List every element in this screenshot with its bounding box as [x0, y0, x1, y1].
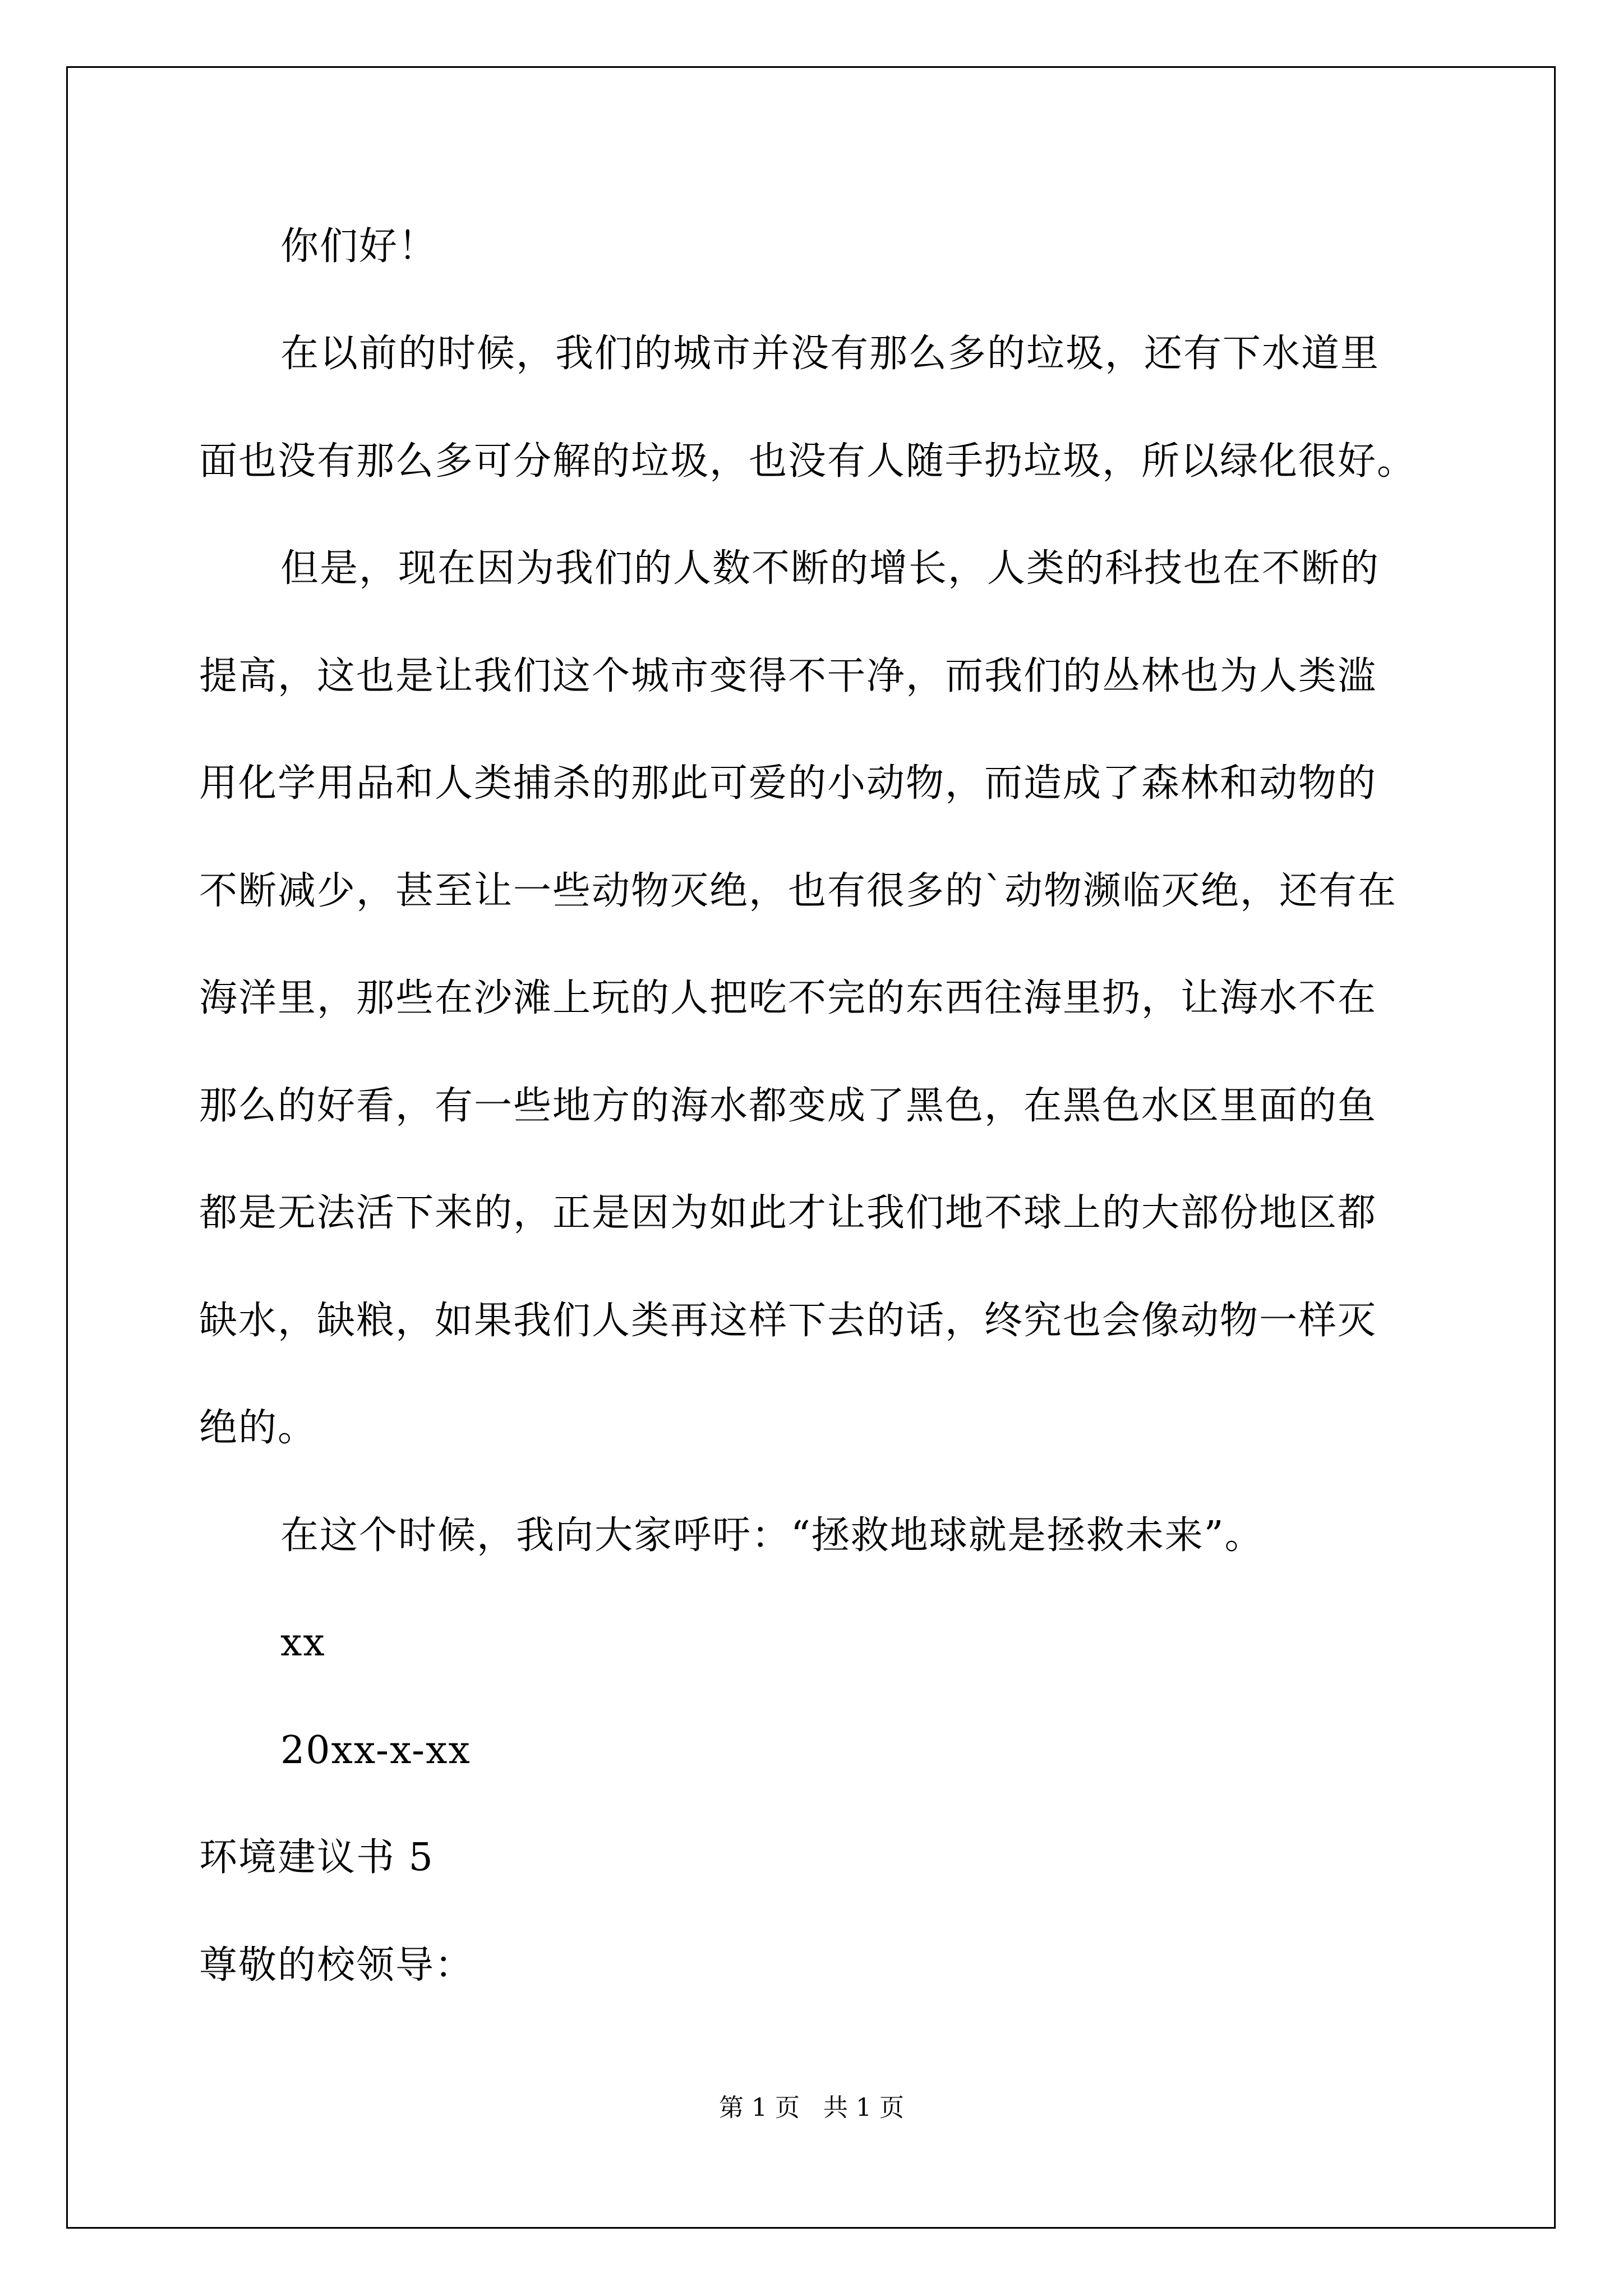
paragraph-line: 面也没有那么多可分解的垃圾，也没有人随手扔垃圾，所以绿化很好。: [199, 439, 1417, 484]
paragraph-line: 海洋里，那些在沙滩上玩的人把吃不完的东西往海里扔，让海水不在: [199, 976, 1377, 1020]
paragraph-line: 都是无法活下来的，正是因为如此才让我们地不球上的大部份地区都: [199, 1191, 1377, 1235]
greeting-line: 你们好！: [280, 224, 438, 269]
page-number-footer: 第 1 页 共 1 页: [719, 2093, 904, 2122]
paragraph-line: 在以前的时候，我们的城市并没有那么多的垃圾，还有下水道里: [280, 332, 1380, 376]
paragraph-line: 那么的好看，有一些地方的海水都变成了黑色，在黑色水区里面的鱼: [199, 1084, 1377, 1128]
paragraph-line: 但是，现在因为我们的人数不断的增长，人类的科技也在不断的: [280, 546, 1380, 591]
paragraph-line: 在这个时候，我向大家呼吁：“拯救地球就是拯救未来”。: [280, 1513, 1264, 1558]
paragraph-line: 绝的。: [199, 1406, 317, 1450]
paragraph-line: 用化学用品和人类捕杀的那此可爱的小动物，而造成了森林和动物的: [199, 761, 1377, 806]
paragraph-line: 不断减少，甚至让一些动物灭绝，也有很多的`动物濒临灭绝，还有在: [199, 869, 1398, 913]
section-title: 环境建议书 5: [199, 1835, 434, 1880]
signature-name: xx: [280, 1621, 326, 1665]
salutation-line: 尊敬的校领导：: [199, 1943, 474, 1987]
paragraph-line: 提高，这也是让我们这个城市变得不干净，而我们的丛林也为人类滥: [199, 654, 1377, 698]
paragraph-line: 缺水，缺粮，如果我们人类再这样下去的话，终究也会像动物一样灭: [199, 1299, 1377, 1343]
signature-date: 20xx-x-xx: [280, 1728, 471, 1773]
page-border: [66, 66, 1556, 2229]
